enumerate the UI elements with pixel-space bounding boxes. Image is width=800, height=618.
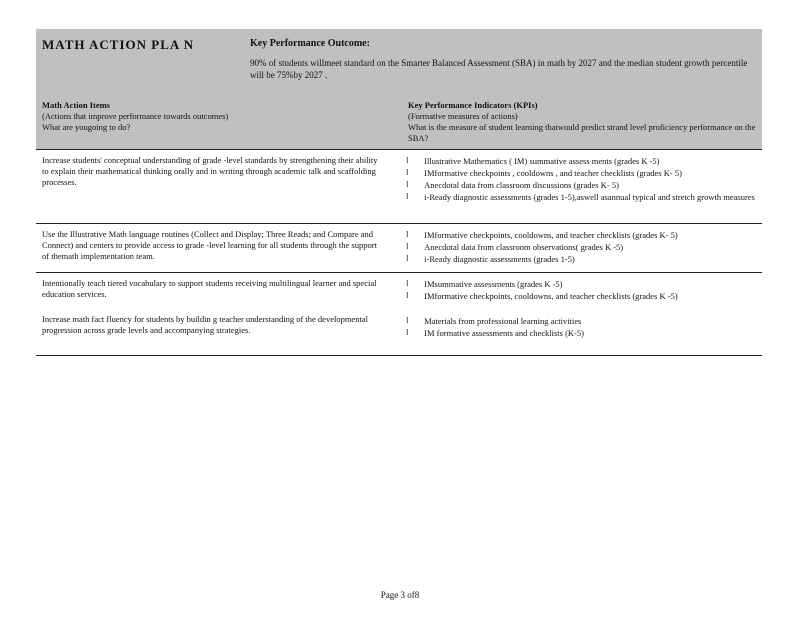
table-row xyxy=(36,272,762,356)
kpi-column-header xyxy=(408,100,758,144)
actions-column-header xyxy=(42,100,392,133)
action-cell xyxy=(36,150,384,223)
page-title: MATH ACTION PLA N xyxy=(42,37,195,52)
kpi-item: l i-Ready diagnostic assessments (grades 1-5),aswell asannual typical and stretch growth measures xyxy=(406,191,762,203)
kpi-cell xyxy=(384,150,762,223)
kpi-column-sub1: (Formative measures of actions) xyxy=(408,111,518,121)
table-row xyxy=(36,149,762,223)
kpi-item: l IM formative assessments and checklists (K-5) xyxy=(406,327,762,339)
page-number: Page 3 of8 xyxy=(380,590,420,600)
actions-column-sub2: What are yougoing to do? xyxy=(42,122,131,132)
actions-column-sub1: (Actions that improve performance towards outcomes) xyxy=(42,111,229,121)
action-cell xyxy=(36,224,384,272)
kpi-cell xyxy=(384,273,762,355)
kpi-cell xyxy=(384,224,762,272)
action-text: Increase students' conceptual understanding of grade -level standards by strengthening their ability to explain their mathematical thinking orally and in writing through academic talk and scaffolding processes. xyxy=(42,155,378,187)
kpi-column-title: Key Performance Indicators (KPIs) xyxy=(408,100,538,110)
kpo-label: Key Performance Outcome: xyxy=(250,38,370,49)
action-text: Intentionally teach tiered vocabulary to support students receiving multilingual learner and special education services. xyxy=(42,278,377,299)
kpi-item: l i-Ready diagnostic assessments (grades 1-5) xyxy=(406,253,762,265)
kpi-item: l Anecdotal data from classroom discussions (grades K- 5) xyxy=(406,179,762,191)
kpi-item: l IMformative checkpoints , cooldowns , and teacher checklists (grades K- 5) xyxy=(406,167,762,179)
kpi-item: l Illustrative Mathematics ( IM) summative assess ments (grades K -5) xyxy=(406,155,762,167)
action-text: Use the Illustrative Math language routines (Collect and Display; Three Reads; and Compare and Connect) and centers to provide access to grade -level learning for all students through the support of themath implementation team. xyxy=(42,229,377,261)
table-row xyxy=(36,223,762,272)
kpi-item: l Anecdotal data from classroom observations( grades K -5) xyxy=(406,241,762,253)
kpi-item: l IMformative checkpoints, cooldowns, and teacher checklists (grades K -5) xyxy=(406,290,762,302)
kpi-item: l IMformative checkpoints, cooldowns, and teacher checklists (grades K- 5) xyxy=(406,229,762,241)
actions-column-title: Math Action Items xyxy=(42,100,110,110)
kpo-text: 90% of students willmeet standard on the Smarter Balanced Assessment (SBA) in math by 2027 and the median student growth percentile will be 75%by 2027 . xyxy=(250,58,748,80)
action-cell xyxy=(36,273,384,355)
kpi-item: l IMsummative assessments (grades K -5) xyxy=(406,278,762,290)
kpi-column-sub2: What is the measure of student learning thatwould predict strand level proficiency performance on the SBA? xyxy=(408,122,756,143)
kpi-item: l Materials from professional learning activities xyxy=(406,315,762,327)
plan-header xyxy=(36,29,762,149)
kpi-spacer xyxy=(406,302,762,315)
action-text: Increase math fact fluency for students by buildin g teacher understanding of the developmental progression across grade levels and accompanying strategies. xyxy=(42,314,368,335)
action-plan-page xyxy=(36,29,762,356)
